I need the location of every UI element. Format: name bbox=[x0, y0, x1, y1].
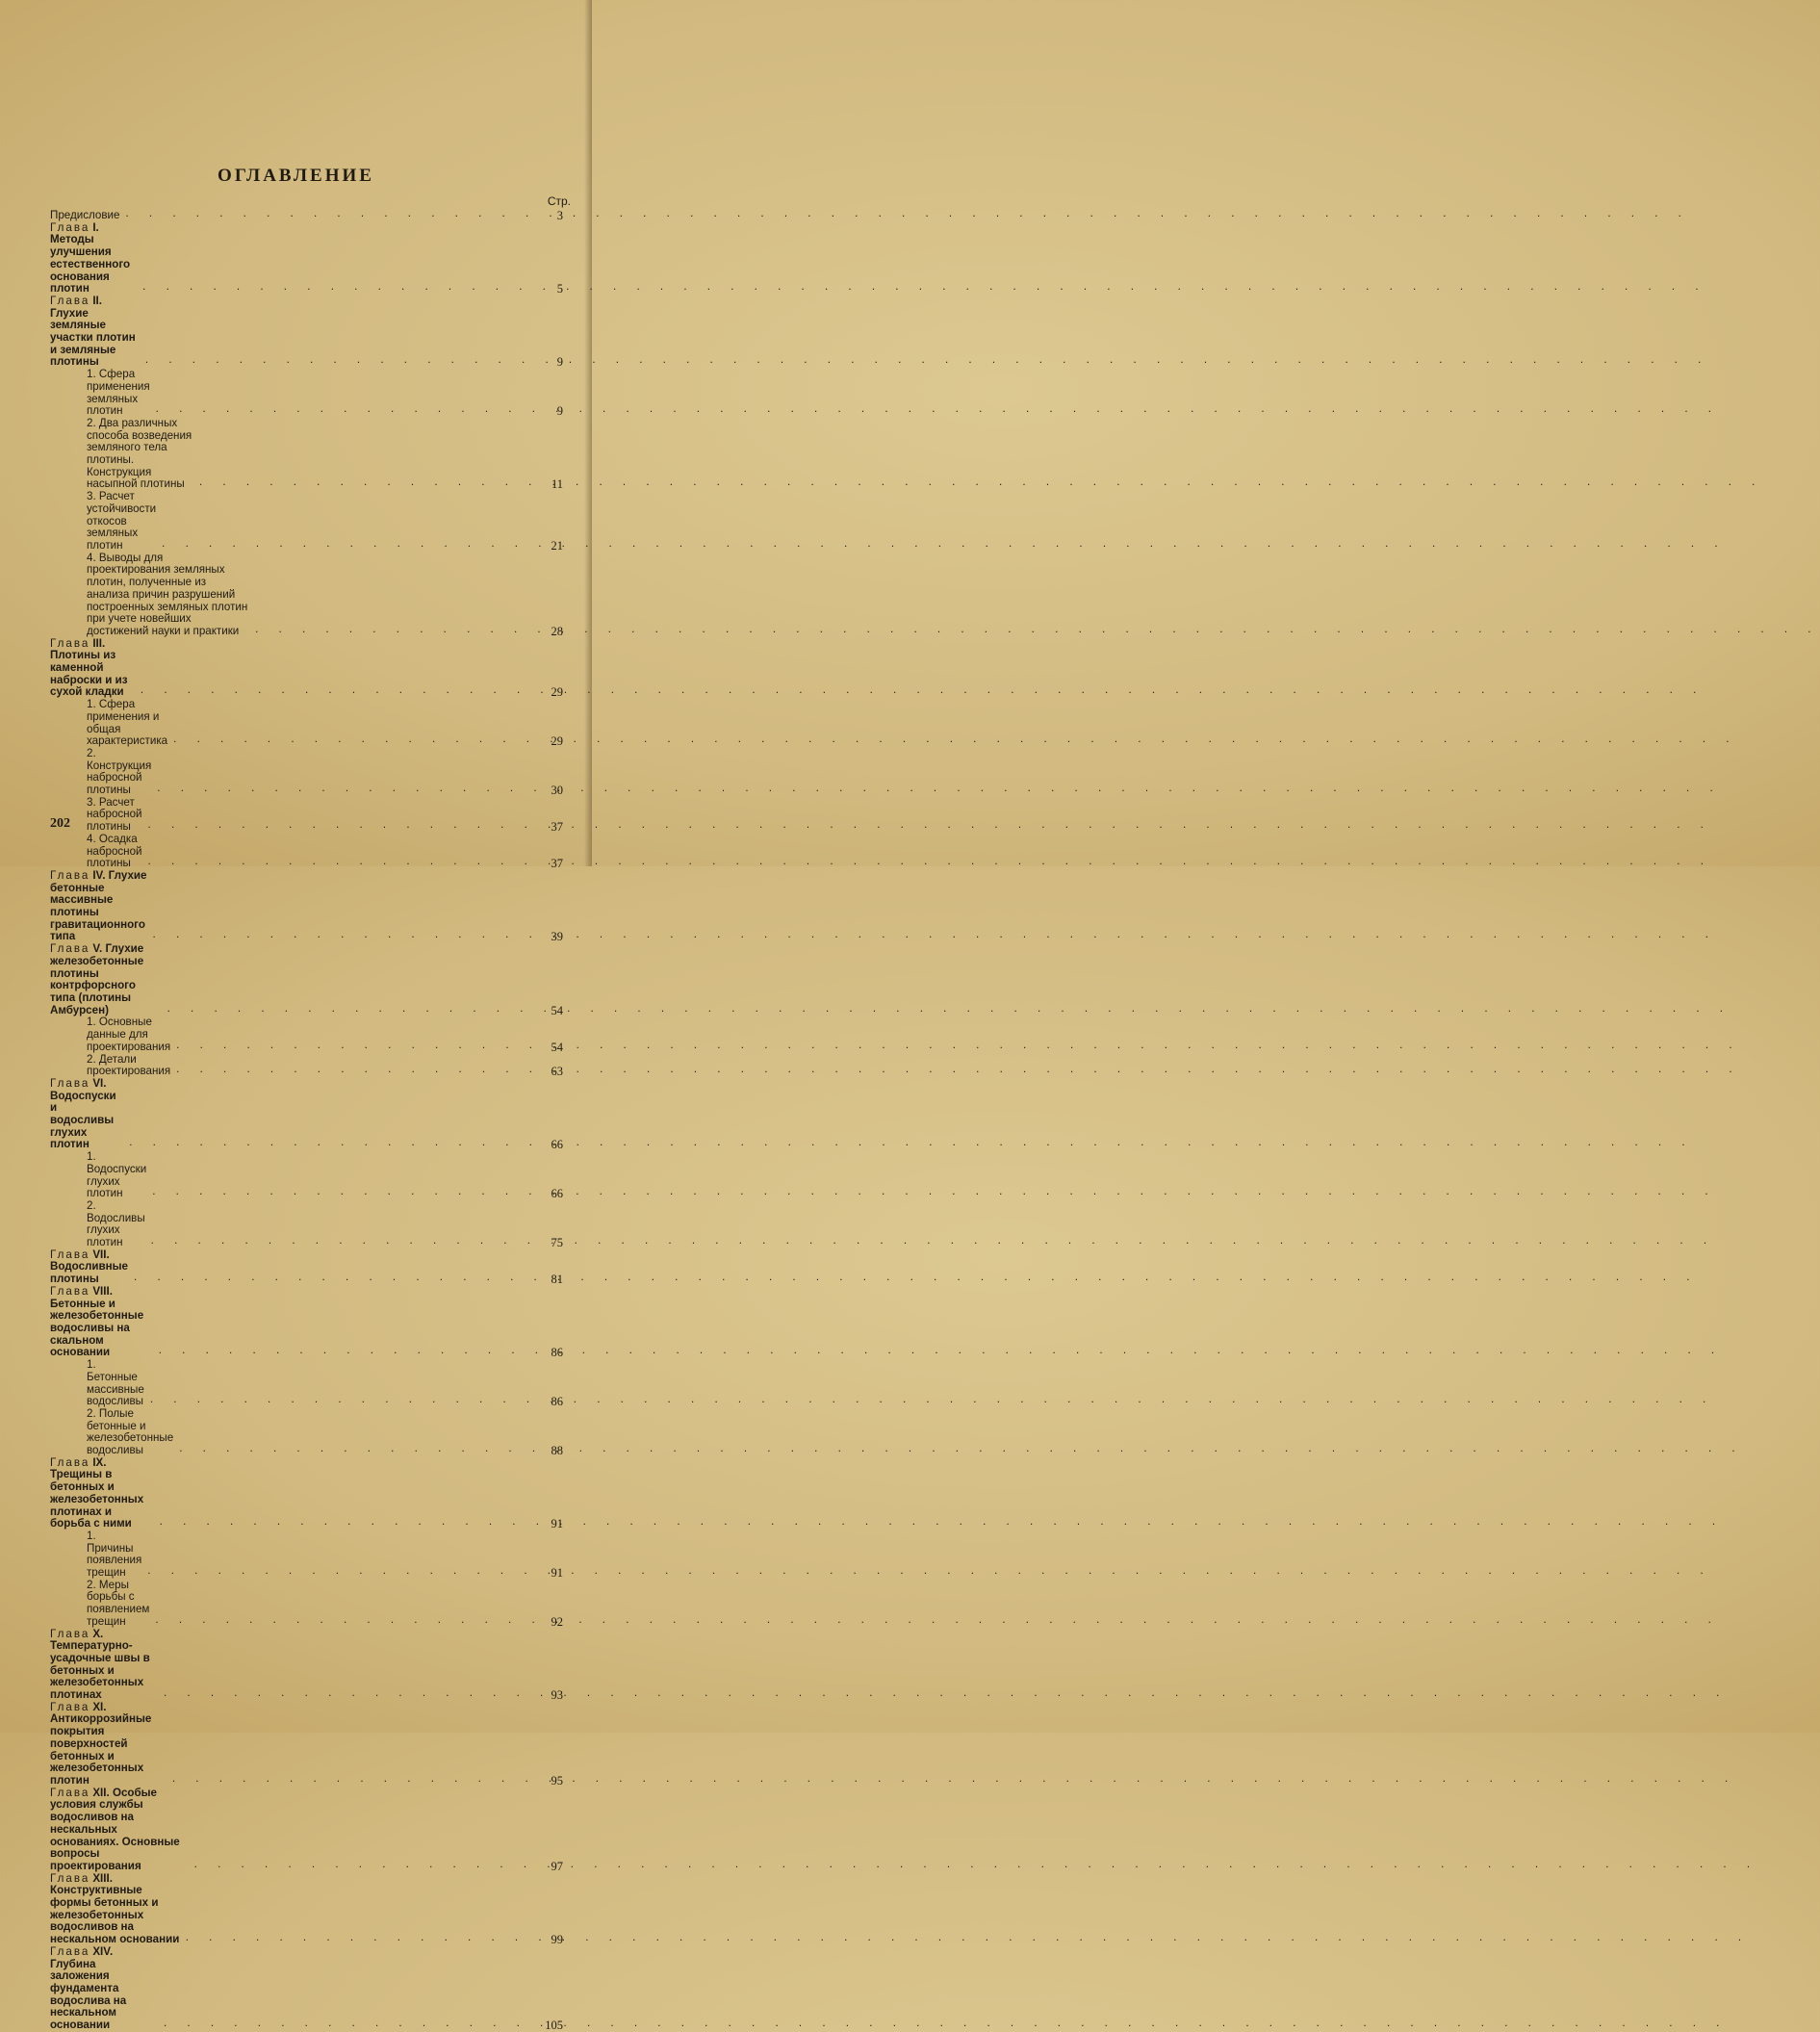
chapter-title: VIII. Бетонные и железобетонные водосливы на скальном основании bbox=[50, 1284, 144, 1359]
dot-leader bbox=[162, 538, 532, 551]
toc-entry-text bbox=[50, 638, 135, 700]
chapter-label: Глава bbox=[50, 1871, 90, 1885]
toc-chapter bbox=[50, 222, 563, 296]
chapter-label: Глава bbox=[50, 1700, 90, 1713]
toc-page-number: 63 bbox=[551, 1065, 563, 1079]
toc-entry-text bbox=[50, 1286, 153, 1359]
page-column-label: Стр. bbox=[547, 194, 571, 208]
toc-subitem bbox=[50, 1016, 563, 1053]
table-of-contents bbox=[50, 208, 563, 2032]
dot-leader bbox=[199, 476, 532, 489]
toc-chapter bbox=[50, 1286, 563, 1359]
toc-page-number: 11 bbox=[551, 477, 563, 492]
toc-entry-text: 1. Водоспуски глухих плотин bbox=[87, 1150, 147, 1200]
toc-page-number: 54 bbox=[551, 1003, 563, 1017]
toc-entry-text: 2. Водосливы глухих плотин bbox=[87, 1198, 145, 1249]
toc-page-number: 91 bbox=[551, 1517, 563, 1531]
chapter-label: Глава bbox=[50, 636, 90, 650]
toc-page-number: 29 bbox=[551, 685, 563, 700]
chapter-title: V. Глухие железобетонные плотины контрфорсного типа (плотины Амбурсен) bbox=[50, 942, 144, 1016]
toc-entry-text: 2. Два различных способа возведения земляного тела плотины. Конструкция насыпной плотины bbox=[87, 416, 192, 491]
toc-chapter bbox=[50, 943, 563, 1016]
dot-leader bbox=[148, 856, 532, 868]
toc-subitem bbox=[50, 418, 563, 491]
toc-page-number: 9 bbox=[556, 404, 563, 419]
toc-page-number: 66 bbox=[551, 1138, 563, 1152]
toc-page-number: 88 bbox=[551, 1444, 563, 1458]
toc-page-number: 75 bbox=[551, 1236, 563, 1250]
dot-leader bbox=[153, 929, 532, 941]
chapter-label: Глава bbox=[50, 1076, 90, 1090]
page-number: 202 bbox=[50, 816, 70, 831]
toc-entry-text bbox=[50, 1078, 123, 1151]
toc-entry-text: 4. Осадка набросной плотины bbox=[87, 832, 142, 870]
toc-entry-text: 1. Основные данные для проектирования bbox=[87, 1016, 171, 1053]
dot-leader bbox=[172, 1773, 532, 1786]
toc-page bbox=[0, 0, 592, 2032]
toc-entry-text bbox=[50, 943, 162, 1016]
toc-page-number: 93 bbox=[551, 1688, 563, 1703]
dot-leader bbox=[150, 1394, 532, 1406]
toc-chapter bbox=[50, 1873, 563, 1946]
toc-entry-text: 1. Сфера применения и общая характеристика bbox=[87, 698, 168, 748]
toc-page-number: 92 bbox=[551, 1614, 563, 1629]
toc-chapter bbox=[50, 1629, 563, 1702]
dot-leader bbox=[164, 2018, 532, 2030]
toc-page-number: 86 bbox=[551, 1395, 563, 1409]
toc-entry-text: Предисловие bbox=[50, 209, 120, 221]
toc-entry-text: 2. Детали проектирования bbox=[87, 1052, 171, 1078]
toc-entry-text: 2. Конструкция набросной плотины bbox=[87, 746, 152, 797]
dot-leader bbox=[156, 403, 532, 416]
dot-leader bbox=[145, 354, 532, 367]
toc-entry-text bbox=[50, 1702, 167, 1788]
toc-entry-text: 1. Причины появления трещин bbox=[87, 1529, 142, 1580]
dot-leader bbox=[194, 1859, 532, 1871]
toc-entry-text bbox=[50, 222, 137, 296]
toc-page-number: 28 bbox=[551, 624, 563, 638]
chapter-label: Глава bbox=[50, 942, 90, 956]
chapter-label: Глава bbox=[50, 294, 90, 307]
toc-chapter bbox=[50, 296, 563, 369]
toc-page-number: 39 bbox=[551, 930, 563, 944]
dot-leader bbox=[186, 1932, 532, 1944]
toc-entry-text bbox=[50, 296, 140, 369]
toc-page-number: 5 bbox=[556, 282, 563, 296]
dot-leader bbox=[141, 684, 532, 697]
toc-entry-text bbox=[50, 870, 147, 943]
toc-page-number: 66 bbox=[551, 1187, 563, 1201]
toc-subitem bbox=[50, 491, 563, 553]
dot-leader bbox=[148, 819, 533, 832]
dot-leader bbox=[173, 733, 532, 746]
dot-leader bbox=[255, 624, 532, 636]
chapter-title: IX. Трещины в бетонных и железобетонных плотинах и борьба с ними bbox=[50, 1455, 144, 1530]
toc-subitem bbox=[50, 1359, 563, 1408]
toc-entry-text bbox=[50, 1946, 158, 2032]
dot-leader bbox=[152, 1186, 532, 1198]
dot-leader bbox=[157, 783, 532, 795]
toc-subitem bbox=[50, 1580, 563, 1629]
dot-leader bbox=[164, 1687, 532, 1700]
toc-page-number: 3 bbox=[556, 209, 563, 222]
toc-subitem bbox=[50, 1530, 563, 1580]
toc-page-number: 99 bbox=[551, 1933, 563, 1947]
toc-entry-text: 2. Меры борьбы с появлением трещин bbox=[87, 1578, 150, 1628]
toc-chapter bbox=[50, 1457, 563, 1530]
toc-entry-text: 4. Выводы для проектирования земляных плотин, полученные из анализа причин разрушений построенных земляных плотин при учете новейших достижений науки и практики bbox=[87, 551, 248, 637]
toc-subitem bbox=[50, 797, 563, 834]
toc-page-number: 9 bbox=[556, 355, 563, 370]
toc-page-number: 91 bbox=[551, 1566, 563, 1581]
toc-subitem bbox=[50, 1151, 563, 1200]
chapter-title: X. Температурно-усадочные швы в бетонных и железобетонных плотинах bbox=[50, 1627, 150, 1702]
toc-subitem bbox=[50, 1408, 563, 1457]
chapter-title: XIV. Глубина заложения фундамента водослива на нескальном основании bbox=[50, 1944, 127, 2032]
toc-chapter bbox=[50, 1702, 563, 1788]
toc-entry-text bbox=[50, 1873, 180, 1946]
dot-leader bbox=[167, 1003, 532, 1016]
chapter-title: XII. Особые условия службы водосливов на нескальных основаниях. Основные вопросы проектирования bbox=[50, 1786, 180, 1872]
dot-leader bbox=[147, 1565, 532, 1578]
toc-page-number: 97 bbox=[551, 1859, 563, 1873]
toc-page-number: 86 bbox=[551, 1346, 563, 1360]
chapter-label: Глава bbox=[50, 220, 90, 234]
toc-entry-text: 3. Расчет набросной плотины bbox=[87, 795, 142, 834]
toc-page-number: 21 bbox=[551, 538, 563, 553]
dot-leader bbox=[179, 1443, 532, 1455]
dot-leader bbox=[176, 1040, 532, 1052]
toc-subitem bbox=[50, 748, 563, 797]
toc-entry-text bbox=[50, 1457, 154, 1530]
chapter-title: I. Методы улучшения естественного основания плотин bbox=[50, 220, 131, 296]
toc-subitem bbox=[50, 699, 563, 748]
dot-leader bbox=[134, 1272, 532, 1284]
toc-chapter bbox=[50, 1788, 563, 1873]
toc-chapter bbox=[50, 638, 563, 700]
chapter-title: XI. Антикоррозийные покрытия поверхностей бетонных и железобетонных плотин bbox=[50, 1700, 152, 1787]
toc-page-number: 54 bbox=[551, 1040, 563, 1054]
chapter-title: VII. Водосливные плотины bbox=[50, 1247, 129, 1286]
chapter-label: Глава bbox=[50, 1247, 90, 1261]
toc-entry-text bbox=[50, 1629, 158, 1702]
toc-subitem bbox=[50, 834, 563, 870]
page-edge-shadow bbox=[584, 0, 592, 866]
chapter-label: Глава bbox=[50, 1455, 90, 1469]
toc-page-number: 37 bbox=[551, 820, 563, 835]
dot-leader bbox=[160, 1516, 532, 1529]
toc-page-number: 29 bbox=[551, 734, 563, 749]
chapter-label: Глава bbox=[50, 1627, 90, 1640]
dot-leader bbox=[176, 1064, 532, 1076]
toc-page-number: 30 bbox=[551, 784, 563, 798]
dot-leader bbox=[159, 1345, 532, 1357]
toc-chapter bbox=[50, 1946, 563, 2032]
chapter-title: VI. Водоспуски и водосливы глухих плотин bbox=[50, 1076, 116, 1151]
dot-leader bbox=[129, 1137, 532, 1149]
toc-page-number: 95 bbox=[551, 1774, 563, 1788]
chapter-label: Глава bbox=[50, 1284, 90, 1298]
toc-entry-text: 1. Сфера применения земляных плотин bbox=[87, 368, 150, 418]
dot-leader bbox=[142, 281, 532, 294]
chapter-title: III. Плотины из каменной наброски и из сухой кладки bbox=[50, 636, 128, 699]
chapter-title: IV. Глухие бетонные массивные плотины гравитационного типа bbox=[50, 868, 147, 943]
page-title: ОГЛАВЛЕНИЕ bbox=[218, 166, 374, 186]
toc-page-number: 81 bbox=[551, 1273, 563, 1287]
toc-subitem bbox=[50, 553, 563, 638]
toc-entry-text bbox=[50, 1249, 128, 1286]
toc-page-number: 37 bbox=[551, 857, 563, 871]
chapter-label: Глава bbox=[50, 868, 90, 882]
toc-subitem bbox=[50, 1054, 563, 1078]
toc-chapter bbox=[50, 870, 563, 943]
chapter-title: XIII. Конструктивные формы бетонных и железобетонных водосливов на нескальном основании bbox=[50, 1871, 180, 1946]
toc-page-number: 105 bbox=[545, 2019, 563, 2032]
toc-chapter bbox=[50, 1249, 563, 1286]
toc-entry bbox=[50, 208, 563, 222]
toc-chapter bbox=[50, 1078, 563, 1151]
toc-subitem bbox=[50, 1200, 563, 1249]
dot-leader bbox=[155, 1614, 532, 1627]
dot-leader bbox=[125, 208, 532, 220]
chapter-title: II. Глухие земляные участки плотин и земляные плотины bbox=[50, 294, 136, 369]
toc-entry-text bbox=[50, 1788, 189, 1873]
chapter-label: Глава bbox=[50, 1786, 90, 1799]
toc-entry-text: 1. Бетонные массивные водосливы bbox=[87, 1358, 144, 1408]
chapter-label: Глава bbox=[50, 1944, 90, 1958]
toc-entry-text: 2. Полые бетонные и железобетонные водосливы bbox=[87, 1406, 174, 1457]
toc-subitem bbox=[50, 369, 563, 418]
toc-entry-text: 3. Расчет устойчивости откосов земляных плотин bbox=[87, 490, 157, 552]
dot-leader bbox=[151, 1235, 532, 1247]
